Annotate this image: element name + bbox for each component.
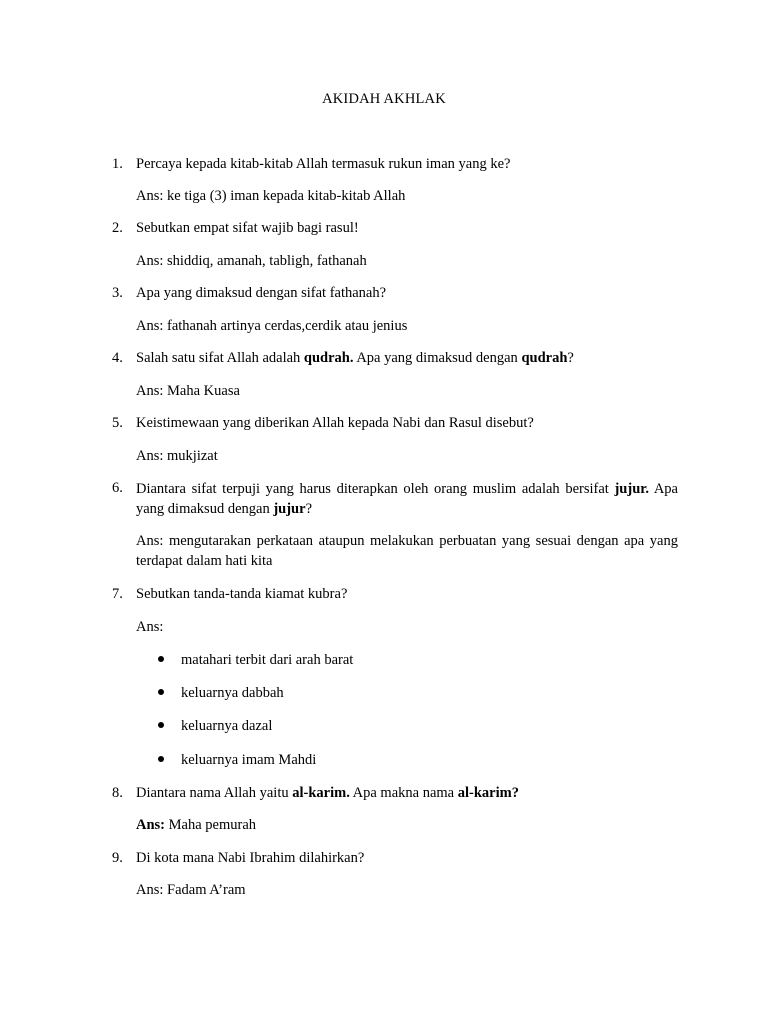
answer-9: Ans: Fadam A’ram xyxy=(136,882,246,898)
answer-8-label: Ans: xyxy=(136,817,166,833)
bullet-icon xyxy=(158,651,166,659)
answer-6: Ans: mengutarakan perkataan ataupun melakukan perbuatan yang sesuai dengan apa yang terdapat dalam hati kita xyxy=(136,533,678,569)
answer-5: Ans: mukjizat xyxy=(136,448,218,464)
answer-3: Ans: fathanah artinya cerdas,cerdik atau jenius xyxy=(136,318,408,334)
bullet-icon xyxy=(158,684,166,692)
bullet-icon xyxy=(158,751,166,759)
question-7: Sebutkan tanda-tanda kiamat kubra? xyxy=(136,586,348,602)
question-8-text-a: Diantara nama Allah yaitu xyxy=(136,785,293,801)
question-9: Di kota mana Nabi Ibrahim dilahirkan? xyxy=(136,850,365,866)
question-6-text-c: ? xyxy=(305,501,312,517)
answer-8-text: Maha pemurah xyxy=(165,817,257,833)
question-number-8: 8. xyxy=(112,785,123,801)
question-number-7: 7. xyxy=(112,586,123,602)
question-number-3: 3. xyxy=(112,285,123,301)
question-number-5: 5. xyxy=(112,415,123,431)
question-8-text-b: Apa makna nama xyxy=(349,785,458,801)
question-number-6: 6. xyxy=(112,480,123,496)
answer-2: Ans: shiddiq, amanah, tabligh, fathanah xyxy=(136,253,367,269)
question-6-term-a: jujur. xyxy=(614,481,649,497)
question-4-text-a: Salah satu sifat Allah adalah xyxy=(136,350,304,366)
list-item: keluarnya dazal xyxy=(181,718,273,734)
question-number-2: 2. xyxy=(112,220,123,236)
list-item: keluarnya dabbah xyxy=(181,685,284,701)
question-6-text-b: Apa yang dimaksud dengan xyxy=(136,481,678,517)
question-5: Keistimewaan yang diberikan Allah kepada Nabi dan Rasul disebut? xyxy=(136,415,534,431)
answer-7: Ans: xyxy=(136,619,164,635)
answer-4: Ans: Maha Kuasa xyxy=(136,383,240,399)
question-number-9: 9. xyxy=(112,850,123,866)
question-6-text-a: Diantara sifat terpuji yang harus diterapkan oleh orang muslim adalah bersifat xyxy=(136,481,615,497)
list-item: matahari terbit dari arah barat xyxy=(181,652,354,668)
answer-8 xyxy=(136,816,678,834)
question-4-text-c: ? xyxy=(567,350,574,366)
question-4 xyxy=(136,349,678,367)
question-2: Sebutkan empat sifat wajib bagi rasul! xyxy=(136,220,359,236)
question-number-4: 4. xyxy=(112,350,123,366)
question-4-text-b: Apa yang dimaksud dengan xyxy=(353,350,522,366)
question-3: Apa yang dimaksud dengan sifat fathanah? xyxy=(136,285,387,301)
question-6-term-b: jujur xyxy=(273,501,306,517)
question-8-term-a: al-karim. xyxy=(292,785,350,801)
question-4-term-b: qudrah xyxy=(521,350,568,366)
question-8-term-b: al-karim? xyxy=(457,785,519,801)
list-item: keluarnya imam Mahdi xyxy=(181,752,317,768)
answer-1: Ans: ke tiga (3) iman kepada kitab-kitab Allah xyxy=(136,188,406,204)
bullet-icon xyxy=(158,717,166,725)
question-4-term-a: qudrah. xyxy=(303,350,354,366)
page-title: AKIDAH AKHLAK xyxy=(322,91,446,107)
question-6 xyxy=(136,479,678,519)
question-number-1: 1. xyxy=(112,156,123,172)
question-8 xyxy=(136,784,678,802)
question-1: Percaya kepada kitab-kitab Allah termasuk rukun iman yang ke? xyxy=(136,156,511,172)
